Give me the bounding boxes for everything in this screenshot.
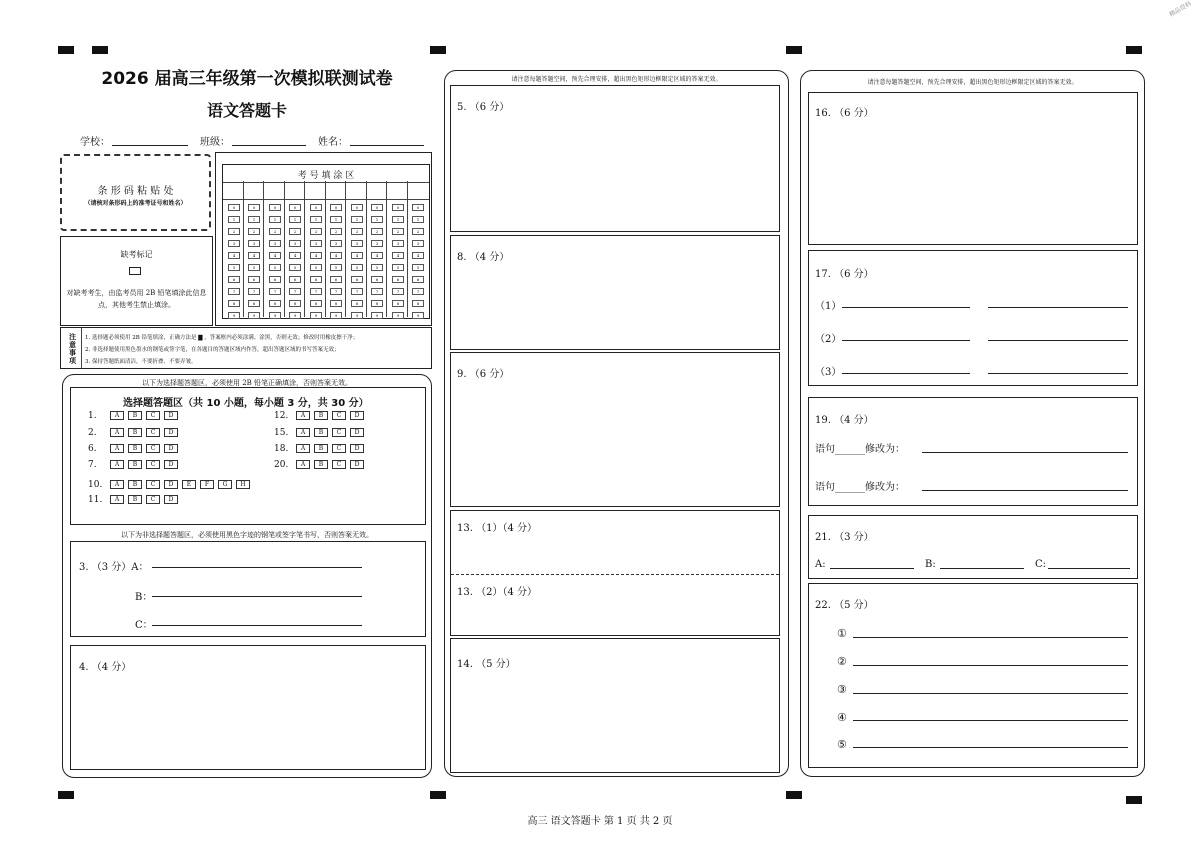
notes-side-label: 注意事项 — [69, 332, 76, 365]
choice-option[interactable]: D — [164, 411, 178, 420]
exam-id-column — [248, 204, 258, 324]
q3-b-line[interactable] — [152, 596, 362, 597]
q22-item: ② — [837, 655, 847, 668]
barcode-area — [60, 154, 211, 231]
exam-id-bubble[interactable]: 9 — [310, 312, 322, 319]
exam-id-column — [371, 204, 381, 324]
exam-id-bubble[interactable]: 0 — [310, 204, 322, 211]
q13b-label: 13. （2）（4 分） — [457, 587, 537, 598]
q21-c-label: C: — [1035, 559, 1047, 570]
exam-id-bubble[interactable]: 4 — [351, 252, 363, 259]
choice-option[interactable]: B — [314, 428, 328, 437]
alignment-mark — [92, 46, 108, 54]
exam-id-bubble[interactable]: 7 — [310, 288, 322, 295]
exam-id-bubble[interactable]: 5 — [412, 264, 424, 271]
exam-id-bubble[interactable]: 4 — [392, 252, 404, 259]
page-footer: 高三 语文答题卡 第 1 页 共 2 页 — [527, 816, 673, 827]
q8-label: 8. （4 分） — [457, 252, 510, 263]
q14-box[interactable] — [450, 638, 780, 773]
exam-id-column — [310, 204, 320, 324]
choice-option[interactable]: B — [128, 480, 142, 489]
q13a-label: 13. （1）（4 分） — [457, 523, 537, 534]
choice-option[interactable]: A — [296, 460, 310, 469]
exam-id-column — [228, 204, 238, 324]
exam-id-bubble[interactable]: 9 — [269, 312, 281, 319]
alignment-mark — [1126, 796, 1142, 804]
exam-id-bubble[interactable]: 9 — [371, 312, 383, 319]
subjective-instruction: 以下为非选择题答题区，必须使用黑色字迹的钢笔或签字笔书写，否则答案无效。 — [121, 531, 373, 539]
exam-id-bubble[interactable]: 2 — [392, 228, 404, 235]
exam-id-bubble[interactable]: 0 — [330, 204, 342, 211]
question-number: 2. — [88, 428, 97, 438]
exam-id-bubble[interactable]: 1 — [371, 216, 383, 223]
choice-option[interactable]: C — [146, 444, 160, 453]
question-number: 20. — [274, 460, 289, 470]
exam-id-column — [269, 204, 279, 324]
absent-box — [60, 236, 213, 326]
choice-option[interactable]: C — [332, 411, 346, 420]
choice-option[interactable]: C — [146, 480, 160, 489]
question-number: 12. — [274, 411, 289, 421]
q17-box — [808, 250, 1138, 386]
q21-label: 21. （3 分） — [815, 532, 874, 543]
exam-id-bubble[interactable]: 5 — [351, 264, 363, 271]
exam-id-bubble[interactable]: 5 — [371, 264, 383, 271]
choice-option[interactable]: D — [164, 480, 178, 489]
q13-box[interactable] — [450, 510, 780, 636]
q19-label: 19. （4 分） — [815, 415, 874, 426]
choice-option[interactable]: A — [110, 428, 124, 437]
exam-id-bubble[interactable]: 0 — [289, 204, 301, 211]
exam-id-bubble[interactable]: 8 — [289, 300, 301, 307]
exam-id-bubble[interactable]: 2 — [289, 228, 301, 235]
exam-id-bubble[interactable]: 2 — [351, 228, 363, 235]
page-title: 2026 届高三年级第一次模拟联测试卷 — [101, 69, 393, 89]
alignment-mark — [58, 791, 74, 799]
exam-id-bubble[interactable]: 0 — [228, 204, 240, 211]
q21-b-label: B: — [925, 559, 936, 570]
q3-c-label: C： — [135, 620, 153, 631]
exam-id-bubble[interactable]: 8 — [310, 300, 322, 307]
q17-answer-line[interactable] — [988, 307, 1128, 308]
exam-id-column — [330, 204, 340, 324]
alignment-mark — [430, 791, 446, 799]
choice-question-row — [88, 480, 250, 490]
exam-id-bubble[interactable]: 5 — [228, 264, 240, 271]
question-number: 10. — [88, 480, 103, 490]
exam-id-bubble[interactable]: 8 — [248, 300, 260, 307]
objective-title: 选择题答题区（共 10 小题，每小题 3 分，共 30 分） — [123, 398, 369, 409]
choice-option[interactable]: E — [182, 480, 196, 489]
choice-option[interactable]: D — [164, 460, 178, 469]
exam-id-bubble[interactable]: 4 — [228, 252, 240, 259]
exam-id-bubble[interactable]: 0 — [392, 204, 404, 211]
exam-id-bubble[interactable]: 0 — [248, 204, 260, 211]
exam-id-bubble[interactable]: 3 — [392, 240, 404, 247]
q17-answer-line[interactable] — [842, 307, 970, 308]
question-number: 6. — [88, 444, 97, 454]
q22-answer-line[interactable] — [853, 747, 1128, 748]
exam-id-column — [392, 204, 402, 324]
choice-option[interactable]: B — [314, 444, 328, 453]
exam-id-bubble[interactable]: 6 — [269, 276, 281, 283]
choice-option[interactable]: C — [332, 444, 346, 453]
exam-id-bubble[interactable]: 8 — [371, 300, 383, 307]
barcode-note: （请核对条形码上的准考证号和姓名） — [84, 200, 187, 207]
exam-id-bubble[interactable]: 3 — [412, 240, 424, 247]
q17-answer-line[interactable] — [842, 373, 970, 374]
exam-id-bubble[interactable]: 6 — [412, 276, 424, 283]
exam-id-bubble[interactable]: 6 — [310, 276, 322, 283]
exam-id-bubble[interactable]: 7 — [371, 288, 383, 295]
exam-id-bubble[interactable]: 7 — [228, 288, 240, 295]
exam-id-bubble[interactable]: 8 — [351, 300, 363, 307]
exam-id-bubble[interactable]: 9 — [248, 312, 260, 319]
choice-option[interactable]: D — [350, 428, 364, 437]
exam-id-bubble[interactable]: 5 — [289, 264, 301, 271]
exam-id-bubble[interactable]: 8 — [392, 300, 404, 307]
choice-option[interactable]: D — [350, 411, 364, 420]
choice-option[interactable]: A — [110, 411, 124, 420]
exam-id-bubble[interactable]: 1 — [310, 216, 322, 223]
q19-line2-label: 语句______修改为： — [815, 482, 905, 493]
exam-id-bubble[interactable]: 0 — [351, 204, 363, 211]
choice-option[interactable]: D — [164, 495, 178, 504]
exam-id-bubble[interactable]: 1 — [412, 216, 424, 223]
q17-item: （3） — [815, 367, 842, 378]
choice-question-row — [274, 411, 364, 421]
q21-a-line[interactable] — [830, 568, 914, 569]
exam-id-bubble[interactable]: 1 — [330, 216, 342, 223]
exam-id-bubble[interactable]: 1 — [228, 216, 240, 223]
alignment-mark — [786, 46, 802, 54]
q21-b-line[interactable] — [940, 568, 1024, 569]
barcode-label: 条 形 码 粘 贴 处 — [97, 186, 174, 197]
exam-id-bubble[interactable]: 8 — [412, 300, 424, 307]
exam-id-bubble[interactable]: 6 — [351, 276, 363, 283]
choice-question-row — [88, 411, 178, 421]
exam-id-bubble[interactable]: 6 — [248, 276, 260, 283]
choice-option[interactable]: C — [146, 428, 160, 437]
exam-id-bubble[interactable]: 0 — [371, 204, 383, 211]
exam-id-bubble[interactable]: 2 — [228, 228, 240, 235]
choice-option[interactable]: D — [164, 428, 178, 437]
q22-item: ① — [837, 627, 847, 640]
exam-id-bubble[interactable]: 6 — [289, 276, 301, 283]
choice-question-row — [88, 460, 178, 470]
choice-option[interactable]: B — [128, 444, 142, 453]
name-label: 姓名： — [318, 137, 348, 148]
exam-id-bubble[interactable]: 4 — [412, 252, 424, 259]
exam-id-bubble[interactable]: 3 — [248, 240, 260, 247]
q19-line1-label: 语句______修改为： — [815, 444, 905, 455]
choice-option[interactable]: B — [128, 411, 142, 420]
q22-item: ③ — [837, 683, 847, 696]
exam-id-bubble[interactable]: 6 — [371, 276, 383, 283]
exam-id-bubble[interactable]: 2 — [412, 228, 424, 235]
exam-id-bubble[interactable]: 4 — [269, 252, 281, 259]
choice-question-row — [274, 428, 364, 438]
choice-option[interactable]: B — [128, 495, 142, 504]
notes-item: 2. 非选择题使用黑色墨水的钢笔或签字笔，在各题目的答题区域内作答，超出答题区域的书写答案无效； — [85, 347, 340, 353]
exam-id-bubble[interactable]: 0 — [412, 204, 424, 211]
absent-checkbox[interactable] — [129, 267, 141, 275]
absent-text: 对缺考考生，由监考员用 2B 铅笔填涂此信息点，其他考生禁止填涂。 — [66, 289, 207, 309]
q16-box[interactable] — [808, 92, 1138, 245]
exam-id-bubble[interactable]: 5 — [248, 264, 260, 271]
exam-id-column — [289, 204, 299, 324]
q16-label: 16. （6 分） — [815, 108, 874, 119]
exam-id-bubble[interactable]: 4 — [289, 252, 301, 259]
exam-id-bubble[interactable]: 9 — [412, 312, 424, 319]
exam-id-bubble[interactable]: 2 — [248, 228, 260, 235]
exam-id-bubble[interactable]: 3 — [228, 240, 240, 247]
choice-option[interactable]: D — [350, 460, 364, 469]
exam-id-bubble[interactable]: 2 — [371, 228, 383, 235]
middle-instruction: 请注意每题答题空间，预先合理安排，超出黑色矩形边框限定区域的答案无效。 — [511, 76, 722, 83]
choice-option[interactable]: A — [110, 460, 124, 469]
exam-id-bubble[interactable]: 9 — [392, 312, 404, 319]
exam-id-bubble[interactable]: 1 — [289, 216, 301, 223]
question-number: 1. — [88, 411, 97, 421]
question-number: 18. — [274, 444, 289, 454]
exam-id-bubble[interactable]: 5 — [269, 264, 281, 271]
exam-id-bubble[interactable]: 3 — [330, 240, 342, 247]
exam-id-bubble[interactable]: 2 — [310, 228, 322, 235]
exam-id-bubble[interactable]: 6 — [330, 276, 342, 283]
choice-option[interactable]: C — [332, 460, 346, 469]
choice-question-row — [88, 495, 178, 505]
choice-option[interactable]: A — [110, 480, 124, 489]
exam-id-bubble[interactable]: 5 — [310, 264, 322, 271]
q19-answer-line[interactable] — [922, 490, 1128, 491]
q3-box — [70, 541, 426, 637]
q22-answer-line[interactable] — [853, 720, 1128, 721]
exam-id-bubble[interactable]: 7 — [392, 288, 404, 295]
exam-id-bubble[interactable]: 4 — [330, 252, 342, 259]
choice-question-row — [274, 444, 364, 454]
choice-option[interactable]: H — [236, 480, 250, 489]
objective-instruction: 以下为选择题答题区，必须使用 2B 铅笔正确填涂，否则答案无效。 — [141, 379, 353, 387]
choice-option[interactable]: C — [332, 428, 346, 437]
exam-id-bubble[interactable]: 7 — [412, 288, 424, 295]
choice-option[interactable]: F — [200, 480, 214, 489]
exam-id-bubble[interactable]: 9 — [330, 312, 342, 319]
q22-item: ④ — [837, 711, 847, 724]
choice-option[interactable]: C — [146, 411, 160, 420]
exam-id-bubble[interactable]: 2 — [330, 228, 342, 235]
q17-answer-line[interactable] — [988, 340, 1128, 341]
q8-box[interactable] — [450, 235, 780, 350]
q4-box[interactable] — [70, 645, 426, 770]
q9-box[interactable] — [450, 352, 780, 507]
exam-id-bubble[interactable]: 8 — [330, 300, 342, 307]
question-number: 15. — [274, 428, 289, 438]
exam-id-bubble[interactable]: 7 — [248, 288, 260, 295]
page-subtitle: 语文答题卡 — [206, 101, 287, 120]
exam-id-bubble[interactable]: 7 — [330, 288, 342, 295]
exam-id-bubble[interactable]: 1 — [269, 216, 281, 223]
q17-item: （2） — [815, 334, 842, 345]
exam-id-bubble[interactable]: 7 — [289, 288, 301, 295]
choice-option[interactable]: A — [296, 411, 310, 420]
q22-item: ⑤ — [837, 738, 847, 751]
q22-label: 22. （5 分） — [815, 600, 874, 611]
right-instruction: 请注意每题答题空间，预先合理安排，超出黑色矩形边框限定区域的答案无效。 — [867, 79, 1078, 86]
choice-option[interactable]: D — [350, 444, 364, 453]
exam-id-bubble[interactable]: 7 — [351, 288, 363, 295]
exam-id-bubble[interactable]: 1 — [351, 216, 363, 223]
exam-id-bubble[interactable]: 6 — [228, 276, 240, 283]
exam-id-bubble[interactable]: 0 — [269, 204, 281, 211]
q17-answer-line[interactable] — [842, 340, 970, 341]
exam-id-column — [351, 204, 361, 324]
choice-question-row — [88, 428, 178, 438]
q9-label: 9. （6 分） — [457, 369, 510, 380]
exam-id-bubble[interactable]: 4 — [310, 252, 322, 259]
notes-box — [60, 327, 432, 369]
q22-answer-line[interactable] — [853, 693, 1128, 694]
q21-c-line[interactable] — [1048, 568, 1130, 569]
q17-answer-line[interactable] — [988, 373, 1128, 374]
q19-answer-line[interactable] — [922, 452, 1128, 453]
exam-id-bubble[interactable]: 3 — [310, 240, 322, 247]
q5-label: 5. （6 分） — [457, 102, 510, 113]
alignment-mark — [430, 46, 446, 54]
choice-option[interactable]: G — [218, 480, 232, 489]
exam-id-title: 考 号 填 涂 区 — [297, 171, 355, 181]
exam-id-bubble[interactable]: 9 — [351, 312, 363, 319]
choice-option[interactable]: A — [296, 428, 310, 437]
choice-option[interactable]: B — [128, 428, 142, 437]
choice-option[interactable]: A — [110, 444, 124, 453]
exam-id-bubble[interactable]: 8 — [228, 300, 240, 307]
choice-option[interactable]: D — [164, 444, 178, 453]
q3-c-line[interactable] — [152, 625, 362, 626]
absent-title: 缺考标记 — [120, 250, 153, 259]
school-label: 学校： — [80, 137, 110, 148]
choice-option[interactable]: B — [314, 460, 328, 469]
exam-id-bubble[interactable]: 9 — [228, 312, 240, 319]
exam-id-bubble[interactable]: 7 — [269, 288, 281, 295]
exam-id-bubble[interactable]: 2 — [269, 228, 281, 235]
question-number: 11. — [88, 495, 103, 505]
q3-b-label: B： — [135, 592, 153, 603]
exam-id-bubble[interactable]: 4 — [371, 252, 383, 259]
q3-label: 3. （3 分）A： — [79, 562, 149, 573]
exam-id-bubble[interactable]: 3 — [351, 240, 363, 247]
alignment-mark — [1126, 46, 1142, 54]
alignment-mark — [58, 46, 74, 54]
choice-option[interactable]: A — [110, 495, 124, 504]
notes-item: 3. 保持答题纸面清洁，不要折叠、不要弄皱。 — [85, 359, 197, 365]
class-field[interactable] — [232, 145, 306, 146]
alignment-mark — [786, 791, 802, 799]
q21-a-label: A: — [815, 559, 826, 570]
class-label: 班级： — [200, 137, 230, 148]
choice-option[interactable]: C — [146, 460, 160, 469]
exam-id-bubble[interactable]: 1 — [248, 216, 260, 223]
exam-id-bubble[interactable]: 5 — [330, 264, 342, 271]
exam-id-bubble[interactable]: 4 — [248, 252, 260, 259]
exam-id-bubble[interactable]: 3 — [269, 240, 281, 247]
choice-question-row — [274, 460, 364, 470]
choice-option[interactable]: B — [128, 460, 142, 469]
exam-id-bubble[interactable]: 3 — [289, 240, 301, 247]
exam-id-bubble[interactable]: 5 — [392, 264, 404, 271]
notes-item: 1. 选择题必须使用 2B 铅笔填涂，正确方法是 ▇ ，答案框内必须涂满、涂黑，否则无效；修改时用橡皮擦干净； — [85, 335, 359, 341]
q22-answer-line[interactable] — [853, 665, 1128, 666]
choice-option[interactable]: B — [314, 411, 328, 420]
q17-label: 17. （6 分） — [815, 269, 874, 280]
school-field[interactable] — [112, 145, 188, 146]
exam-id-bubble[interactable]: 6 — [392, 276, 404, 283]
name-field[interactable] — [350, 145, 424, 146]
q14-label: 14. （5 分） — [457, 659, 516, 670]
exam-id-bubble[interactable]: 9 — [289, 312, 301, 319]
q22-answer-line[interactable] — [853, 637, 1128, 638]
exam-id-column — [412, 204, 422, 324]
choice-option[interactable]: C — [146, 495, 160, 504]
q5-box[interactable] — [450, 85, 780, 232]
choice-option[interactable]: A — [296, 444, 310, 453]
question-number: 7. — [88, 460, 97, 470]
q21-box — [808, 515, 1138, 579]
q22-box — [808, 583, 1138, 768]
corner-stamp: 精品资料 — [1168, 0, 1193, 19]
choice-question-row — [88, 444, 178, 454]
exam-id-bubble[interactable]: 3 — [371, 240, 383, 247]
q17-item: （1） — [815, 301, 842, 312]
exam-id-bubble[interactable]: 1 — [392, 216, 404, 223]
q3-a-line[interactable] — [152, 567, 362, 568]
exam-id-bubble[interactable]: 8 — [269, 300, 281, 307]
q4-label: 4. （4 分） — [79, 662, 132, 673]
